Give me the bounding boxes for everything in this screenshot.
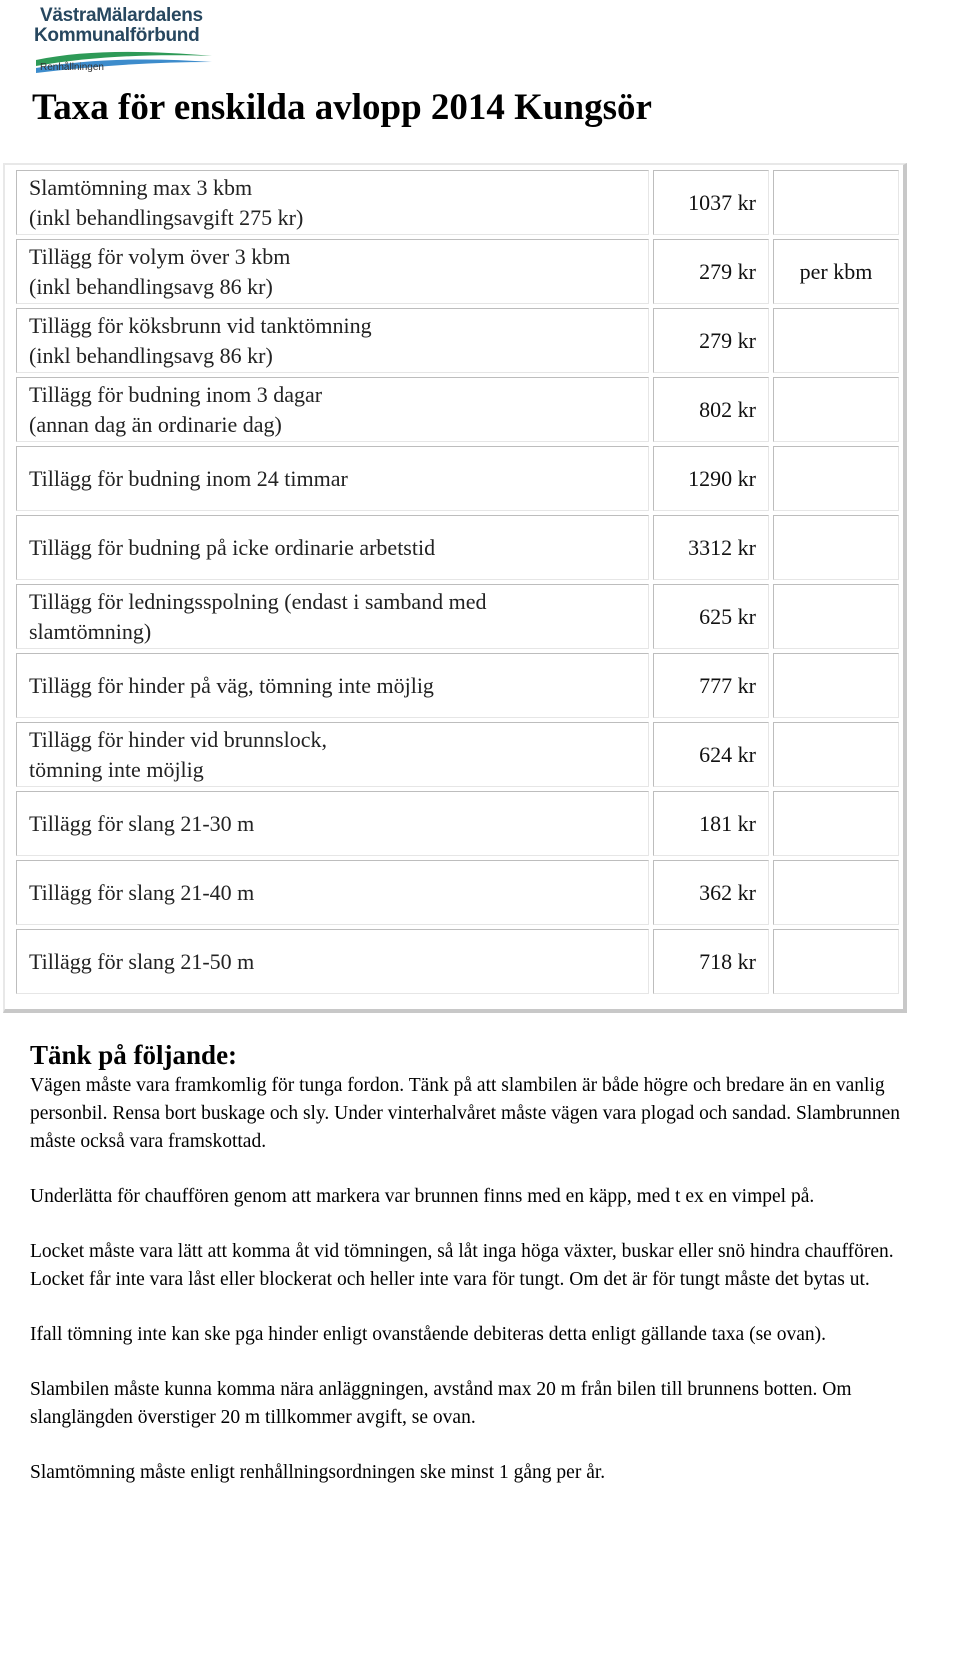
fee-row xyxy=(16,377,899,444)
fee-price: 1037 kr xyxy=(653,170,769,235)
fee-price: 777 kr xyxy=(653,653,769,718)
fee-unit xyxy=(773,170,899,235)
fee-description: Tillägg för köksbrunn vid tanktömning (inkl behandlingsavg 86 kr) xyxy=(16,308,649,373)
note-paragraph: Locket måste vara lätt att komma åt vid tömningen, så låt inga höga växter, buskar eller snö hindra chauffören. Locket får inte vara låst eller blockerat och heller inte vara för tungt. Om det är för tungt måste det bytas ut. xyxy=(30,1241,894,1290)
fee-row xyxy=(16,239,899,306)
fee-row xyxy=(16,584,899,651)
fee-row xyxy=(16,170,899,237)
fee-unit xyxy=(773,653,899,718)
fee-description: Tillägg för hinder på väg, tömning inte möjlig xyxy=(16,653,649,718)
fee-unit xyxy=(773,308,899,373)
fee-price: 1290 kr xyxy=(653,446,769,511)
organization-logo xyxy=(34,4,224,76)
fee-price: 279 kr xyxy=(653,239,769,304)
fee-unit xyxy=(773,860,899,925)
fee-row xyxy=(16,653,899,720)
fee-description: Tillägg för ledningsspolning (endast i samband med slamtömning) xyxy=(16,584,649,649)
note-paragraph: Slamtömning måste enligt renhållningsordningen ske minst 1 gång per år. xyxy=(30,1462,606,1483)
fee-unit xyxy=(773,791,899,856)
fee-unit xyxy=(773,515,899,580)
note-paragraph: Ifall tömning inte kan ske pga hinder enligt ovanstående debiteras detta enligt gällande taxa (se ovan). xyxy=(30,1324,826,1345)
page-title: Taxa för enskilda avlopp 2014 Kungsör xyxy=(32,87,652,128)
notes-heading: Tänk på följande: xyxy=(30,1040,238,1070)
fee-description: Tillägg för volym över 3 kbm (inkl behandlingsavg 86 kr) xyxy=(16,239,649,304)
fee-unit xyxy=(773,929,899,994)
fee-description: Tillägg för budning inom 3 dagar (annan dag än ordinarie dag) xyxy=(16,377,649,442)
logo-text-line1: VästraMälardalens xyxy=(40,5,203,26)
fee-unit xyxy=(773,446,899,511)
fee-unit: per kbm xyxy=(773,239,899,304)
fee-price: 362 kr xyxy=(653,860,769,925)
fee-description: Tillägg för hinder vid brunnslock, tömning inte möjlig xyxy=(16,722,649,787)
fee-description: Slamtömning max 3 kbm (inkl behandlingsavgift 275 kr) xyxy=(16,170,649,235)
fee-price: 181 kr xyxy=(653,791,769,856)
fee-unit xyxy=(773,584,899,649)
fee-description: Tillägg för budning inom 24 timmar xyxy=(16,446,649,511)
fee-price: 802 kr xyxy=(653,377,769,442)
logo-text-line3: Renhållningen xyxy=(40,62,104,73)
fee-row xyxy=(16,929,899,996)
fee-price: 624 kr xyxy=(653,722,769,787)
fee-row xyxy=(16,446,899,513)
fee-row xyxy=(16,860,899,927)
notes-section xyxy=(30,1072,910,1514)
logo-text-line2: Kommunalförbund xyxy=(34,25,200,46)
fee-price: 279 kr xyxy=(653,308,769,373)
fee-price: 625 kr xyxy=(653,584,769,649)
fee-row xyxy=(16,722,899,789)
fee-row xyxy=(16,515,899,582)
note-paragraph: Slambilen måste kunna komma nära anläggningen, avstånd max 20 m från bilen till brunnens botten. Om slanglängden överstiger 20 m tillkommer avgift, se ovan. xyxy=(30,1379,852,1428)
note-paragraph: Underlätta för chauffören genom att markera var brunnen finns med en käpp, med t ex en vimpel på. xyxy=(30,1186,815,1207)
fee-unit xyxy=(773,377,899,442)
fee-row xyxy=(16,308,899,375)
note-paragraph: Vägen måste vara framkomlig för tunga fordon. Tänk på att slambilen är både högre och bredare än en vanlig personbil. Rensa bort buskage och sly. Under vinterhalvåret måste vägen vara plogad och sandad. Slambrunnen måste också vara framskottad. xyxy=(30,1075,901,1152)
fee-description: Tillägg för slang 21-50 m xyxy=(16,929,649,994)
fee-price: 718 kr xyxy=(653,929,769,994)
fee-description: Tillägg för budning på icke ordinarie arbetstid xyxy=(16,515,649,580)
fee-price: 3312 kr xyxy=(653,515,769,580)
fee-description: Tillägg för slang 21-30 m xyxy=(16,791,649,856)
fee-row xyxy=(16,791,899,858)
fee-description: Tillägg för slang 21-40 m xyxy=(16,860,649,925)
fee-unit xyxy=(773,722,899,787)
